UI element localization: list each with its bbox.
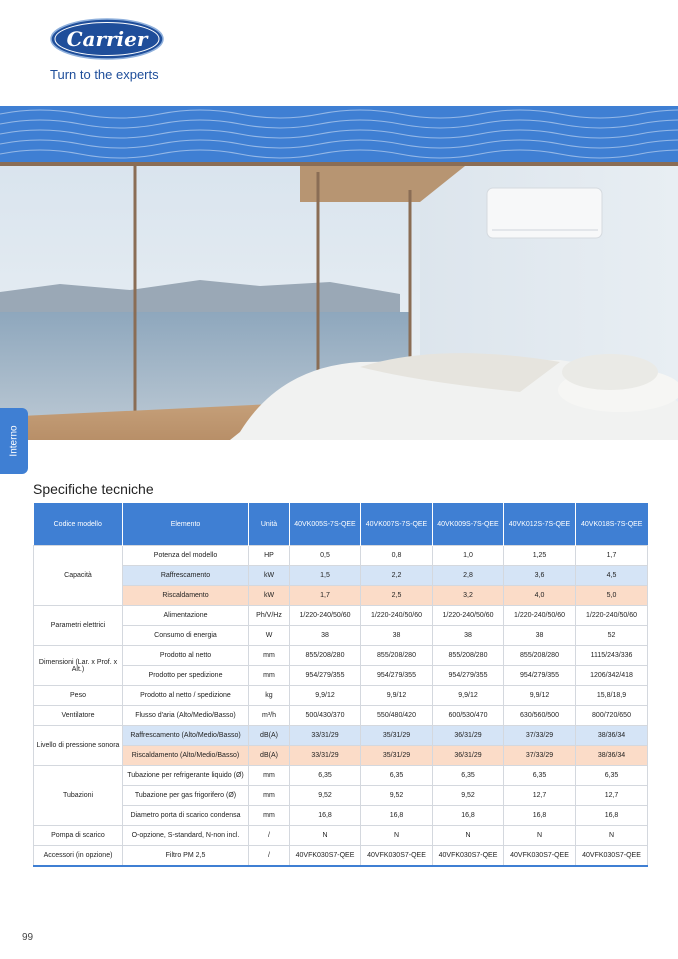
section-title: Specifiche tecniche (33, 481, 154, 497)
unit-cell: dB(A) (249, 746, 290, 766)
group-label-cell: Peso (34, 686, 123, 706)
value-cell: 15,8/18,9 (576, 686, 648, 706)
value-cell: 38 (290, 626, 361, 646)
value-cell: 38/36/34 (576, 746, 648, 766)
value-cell: 1,25 (504, 546, 576, 566)
specs-table (33, 503, 648, 867)
element-cell: Potenza del modello (123, 546, 249, 566)
table-row (34, 626, 648, 646)
element-cell: Raffrescamento (123, 566, 249, 586)
unit-cell: mm (249, 666, 290, 686)
unit-cell: kg (249, 686, 290, 706)
element-cell: Riscaldamento (Alto/Medio/Basso) (123, 746, 249, 766)
value-cell: 6,35 (290, 766, 361, 786)
value-cell: 6,35 (504, 766, 576, 786)
value-cell: 600/530/470 (433, 706, 504, 726)
value-cell: 500/430/370 (290, 706, 361, 726)
value-cell: N (290, 826, 361, 846)
value-cell: 1/220-240/50/60 (361, 606, 433, 626)
value-cell: 1,0 (433, 546, 504, 566)
value-cell: 6,35 (361, 766, 433, 786)
value-cell: 1,7 (290, 586, 361, 606)
table-row (34, 746, 648, 766)
value-cell: 40VFK030S7-QEE (433, 846, 504, 867)
group-label-cell: Accessori (in opzione) (34, 846, 123, 867)
value-cell: N (433, 826, 504, 846)
side-tab-label: Interno (8, 425, 20, 457)
group-label-cell: Dimensioni (Lar. x Prof. x Alt.) (34, 646, 123, 686)
header-cell: 40VK018S-7S-QEE (576, 503, 648, 546)
value-cell: 9,52 (433, 786, 504, 806)
value-cell: 1,7 (576, 546, 648, 566)
value-cell: 36/31/29 (433, 726, 504, 746)
value-cell: 0,5 (290, 546, 361, 566)
element-cell: Alimentazione (123, 606, 249, 626)
page-number: 99 (22, 932, 34, 943)
element-cell: Riscaldamento (123, 586, 249, 606)
value-cell: 38 (433, 626, 504, 646)
header-cell: 40VK012S-7S-QEE (504, 503, 576, 546)
value-cell: 16,8 (361, 806, 433, 826)
brand-tagline: Turn to the experts (50, 67, 159, 82)
value-cell: 954/279/355 (290, 666, 361, 686)
header-cell: 40VK005S-7S-QEE (290, 503, 361, 546)
group-label-cell: Parametri elettrici (34, 606, 123, 646)
unit-cell: HP (249, 546, 290, 566)
value-cell: N (576, 826, 648, 846)
value-cell: 954/279/355 (361, 666, 433, 686)
value-cell: 37/33/29 (504, 746, 576, 766)
value-cell: 855/208/280 (504, 646, 576, 666)
value-cell: 6,35 (433, 766, 504, 786)
value-cell: 38/36/34 (576, 726, 648, 746)
unit-cell: mm (249, 786, 290, 806)
table-row (34, 646, 648, 666)
table-row (34, 786, 648, 806)
decorative-banner (0, 106, 678, 162)
unit-cell: mm (249, 646, 290, 666)
table-row (34, 806, 648, 826)
value-cell: 9,9/12 (361, 686, 433, 706)
value-cell: 33/31/29 (290, 726, 361, 746)
value-cell: 855/208/280 (290, 646, 361, 666)
value-cell: 16,8 (576, 806, 648, 826)
value-cell: 1/220-240/50/60 (290, 606, 361, 626)
value-cell: 16,8 (504, 806, 576, 826)
group-label-cell: Capacità (34, 546, 123, 606)
value-cell: 40VFK030S7-QEE (361, 846, 433, 867)
unit-cell: m³/h (249, 706, 290, 726)
header-cell: Codice modello (34, 503, 123, 546)
header-cell: Unità (249, 503, 290, 546)
table-row (34, 706, 648, 726)
header-cell: Elemento (123, 503, 249, 546)
carrier-logo (50, 18, 164, 60)
value-cell: 2,2 (361, 566, 433, 586)
value-cell: 4,5 (576, 566, 648, 586)
group-label-cell: Pompa di scarico (34, 826, 123, 846)
value-cell: 12,7 (504, 786, 576, 806)
group-label-cell: Livello di pressione sonora (34, 726, 123, 766)
value-cell: 40VFK030S7-QEE (504, 846, 576, 867)
value-cell: 5,0 (576, 586, 648, 606)
unit-cell: W (249, 626, 290, 646)
table-header-row (34, 503, 648, 546)
element-cell: Filtro PM 2,5 (123, 846, 249, 867)
value-cell: 38 (361, 626, 433, 646)
unit-cell: mm (249, 766, 290, 786)
element-cell: Prodotto per spedizione (123, 666, 249, 686)
value-cell: 954/279/355 (433, 666, 504, 686)
unit-cell: Ph/V/Hz (249, 606, 290, 626)
element-cell: Tubazione per gas frigorifero (Ø) (123, 786, 249, 806)
value-cell: 9,9/12 (504, 686, 576, 706)
element-cell: Raffrescamento (Alto/Medio/Basso) (123, 726, 249, 746)
table-row (34, 586, 648, 606)
table-row (34, 666, 648, 686)
element-cell: Tubazione per refrigerante liquido (Ø) (123, 766, 249, 786)
table-row (34, 846, 648, 867)
unit-cell: kW (249, 566, 290, 586)
value-cell: 37/33/29 (504, 726, 576, 746)
value-cell: 6,35 (576, 766, 648, 786)
group-label-cell: Tubazioni (34, 766, 123, 826)
value-cell: 2,8 (433, 566, 504, 586)
value-cell: N (504, 826, 576, 846)
value-cell: 855/208/280 (361, 646, 433, 666)
value-cell: 3,6 (504, 566, 576, 586)
value-cell: 800/720/650 (576, 706, 648, 726)
value-cell: 35/31/29 (361, 746, 433, 766)
group-label-cell: Ventilatore (34, 706, 123, 726)
header-cell: 40VK007S-7S-QEE (361, 503, 433, 546)
value-cell: 9,52 (290, 786, 361, 806)
value-cell: 40VFK030S7-QEE (290, 846, 361, 867)
element-cell: Prodotto al netto / spedizione (123, 686, 249, 706)
bedroom-photo (0, 162, 678, 440)
unit-cell: dB(A) (249, 726, 290, 746)
side-tab-interno (0, 408, 28, 474)
value-cell: 40VFK030S7-QEE (576, 846, 648, 867)
value-cell: 4,0 (504, 586, 576, 606)
value-cell: 3,2 (433, 586, 504, 606)
unit-cell: / (249, 846, 290, 867)
value-cell: 52 (576, 626, 648, 646)
table-row (34, 606, 648, 626)
value-cell: 1,5 (290, 566, 361, 586)
value-cell: 1/220-240/50/60 (576, 606, 648, 626)
unit-cell: kW (249, 586, 290, 606)
value-cell: 16,8 (433, 806, 504, 826)
value-cell: 1/220-240/50/60 (504, 606, 576, 626)
unit-cell: mm (249, 806, 290, 826)
value-cell: N (361, 826, 433, 846)
value-cell: 2,5 (361, 586, 433, 606)
table-row (34, 546, 648, 566)
table-row (34, 566, 648, 586)
table-row (34, 826, 648, 846)
table-row (34, 686, 648, 706)
unit-cell: / (249, 826, 290, 846)
element-cell: Diametro porta di scarico condensa (123, 806, 249, 826)
value-cell: 0,8 (361, 546, 433, 566)
element-cell: Prodotto al netto (123, 646, 249, 666)
value-cell: 1/220-240/50/60 (433, 606, 504, 626)
value-cell: 954/279/355 (504, 666, 576, 686)
value-cell: 630/560/500 (504, 706, 576, 726)
value-cell: 855/208/280 (433, 646, 504, 666)
value-cell: 36/31/29 (433, 746, 504, 766)
value-cell: 12,7 (576, 786, 648, 806)
table-row (34, 726, 648, 746)
value-cell: 16,8 (290, 806, 361, 826)
value-cell: 9,52 (361, 786, 433, 806)
element-cell: Flusso d'aria (Alto/Medio/Basso) (123, 706, 249, 726)
table-row (34, 766, 648, 786)
value-cell: 1115/243/336 (576, 646, 648, 666)
element-cell: Consumo di energia (123, 626, 249, 646)
value-cell: 9,9/12 (290, 686, 361, 706)
value-cell: 550/480/420 (361, 706, 433, 726)
logo-text: Carrier (66, 27, 148, 51)
element-cell: O-opzione, S-standard, N-non incl. (123, 826, 249, 846)
header-cell: 40VK009S-7S-QEE (433, 503, 504, 546)
value-cell: 33/31/29 (290, 746, 361, 766)
value-cell: 38 (504, 626, 576, 646)
value-cell: 9,9/12 (433, 686, 504, 706)
value-cell: 35/31/29 (361, 726, 433, 746)
value-cell: 1206/342/418 (576, 666, 648, 686)
